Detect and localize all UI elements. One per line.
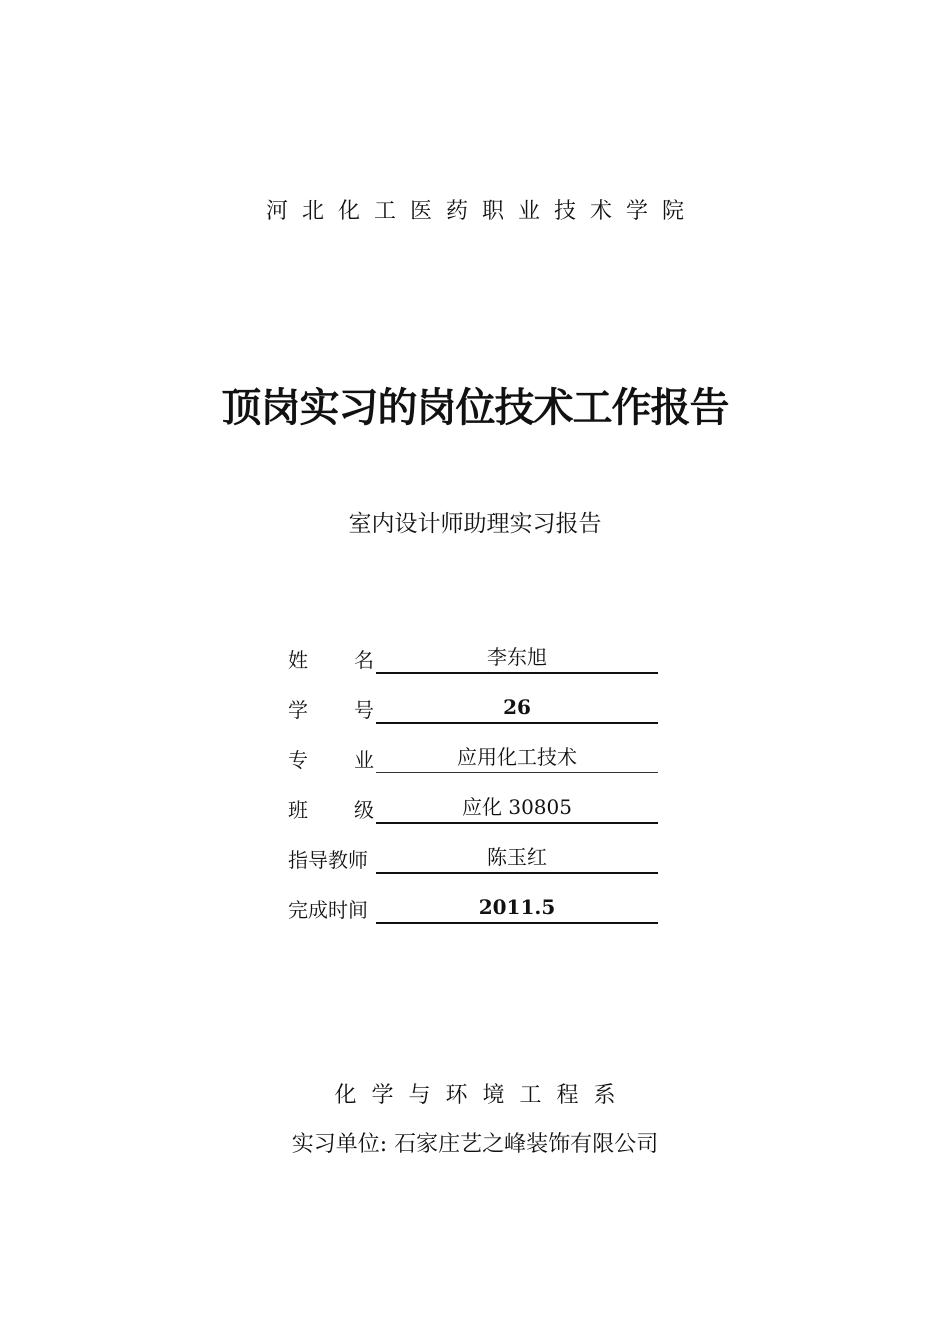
class-value: 应化 30805 xyxy=(376,792,658,824)
info-row-major xyxy=(288,740,660,790)
info-row-advisor xyxy=(288,840,660,890)
name-label: 姓名 xyxy=(288,648,420,672)
name-value: 李东旭 xyxy=(376,642,658,674)
major-value: 应用化工技术 xyxy=(376,742,658,773)
advisor-value: 陈玉红 xyxy=(376,842,658,874)
info-row-class xyxy=(288,790,660,840)
school-name: 河北化工医药职业技术学院 xyxy=(265,199,698,224)
info-row-student-id xyxy=(288,690,660,740)
info-row-name xyxy=(288,640,660,690)
major-label: 专业 xyxy=(288,748,420,772)
completion-date-value: 2011.5 xyxy=(376,892,658,924)
report-subtitle: 室内设计师助理实习报告 xyxy=(348,511,602,537)
completion-date-label: 完成时间 xyxy=(288,898,368,922)
student-info-block xyxy=(288,640,660,940)
info-row-completion-date xyxy=(288,890,660,940)
student-id-label: 学号 xyxy=(288,698,420,722)
student-id-value: 26 xyxy=(376,692,658,724)
report-title: 顶岗实习的岗位技术工作报告 xyxy=(221,385,729,431)
advisor-label: 指导教师 xyxy=(288,848,368,872)
department-name: 化学与环境工程系 xyxy=(334,1083,631,1108)
class-label: 班级 xyxy=(288,798,420,822)
internship-unit: 实习单位: 石家庄艺之峰装饰有限公司 xyxy=(291,1132,659,1157)
